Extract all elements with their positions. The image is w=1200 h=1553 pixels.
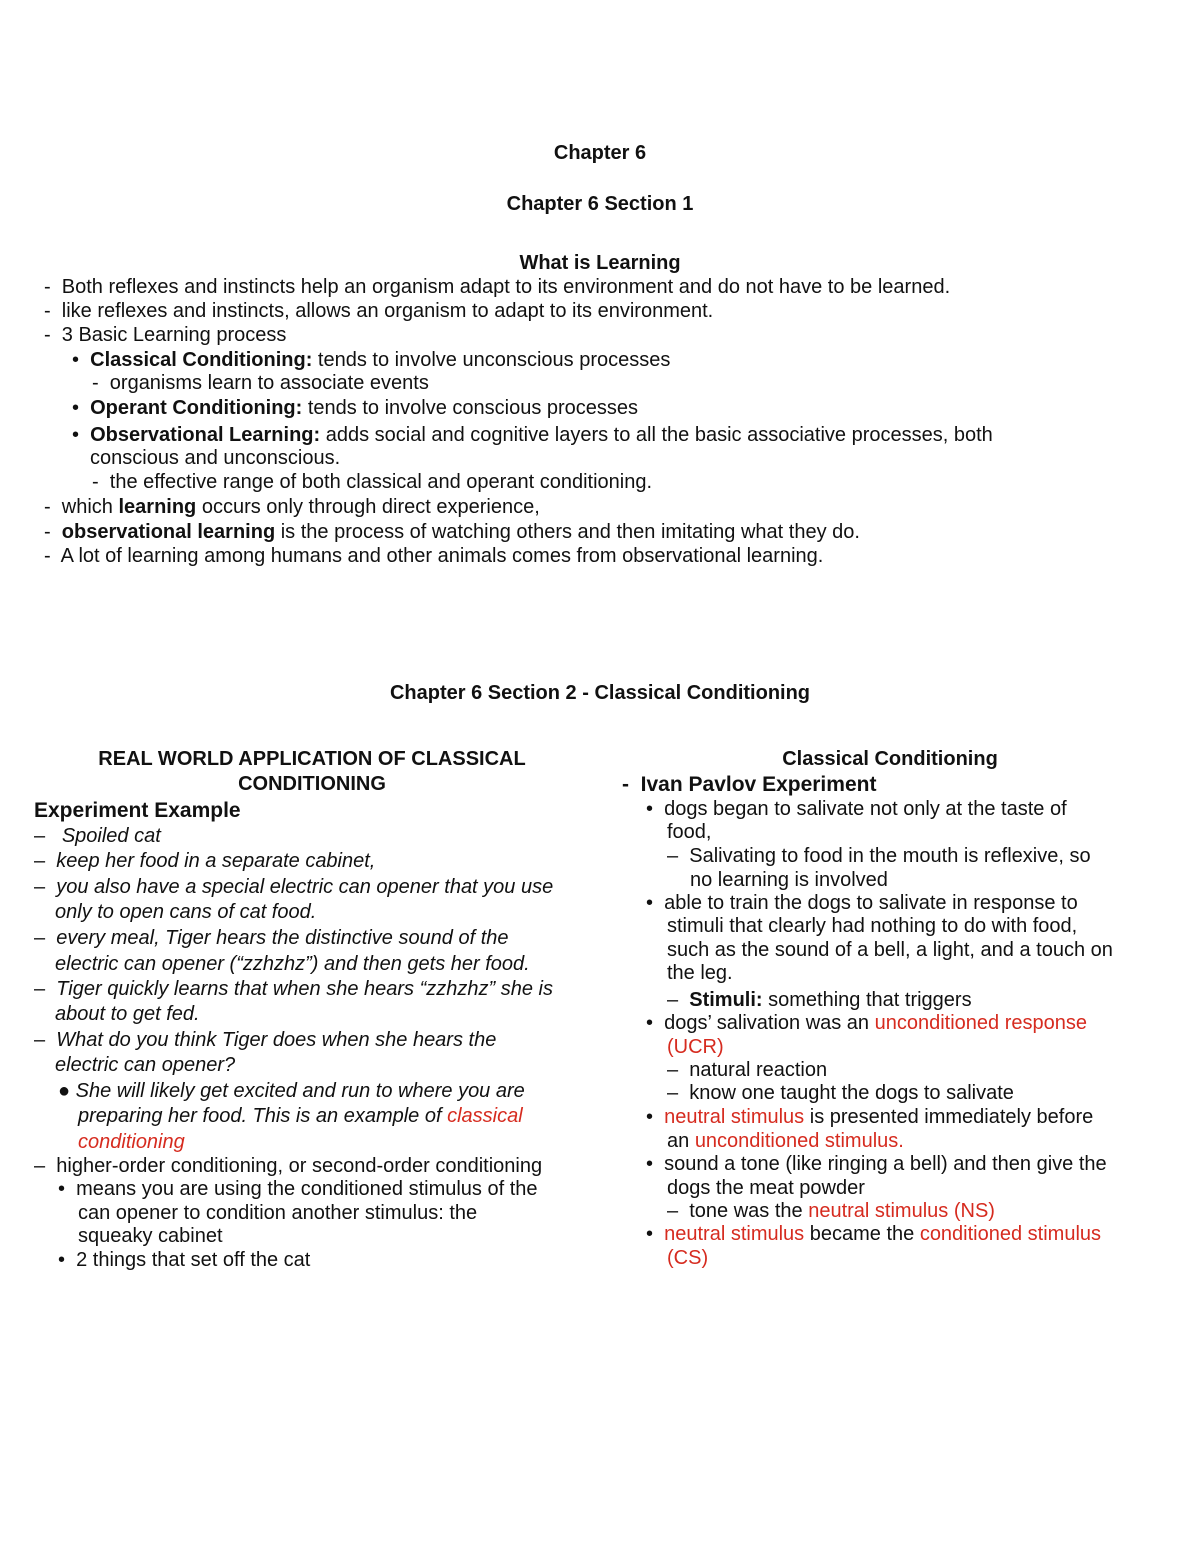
list-item-continuation: dogs the meat powder <box>667 1177 865 1199</box>
chapter-title: Chapter 6 <box>553 142 647 164</box>
list-item-continuation: an unconditioned stimulus. <box>667 1130 904 1152</box>
list-item: – Spoiled cat <box>34 825 161 847</box>
list-item-continuation: squeaky cabinet <box>78 1225 223 1247</box>
list-item: – natural reaction <box>667 1059 828 1081</box>
left-heading-line1: REAL WORLD APPLICATION OF CLASSICAL <box>98 748 526 770</box>
right-heading: Classical Conditioning <box>782 748 998 770</box>
list-item-continuation: only to open cans of cat food. <box>55 901 317 923</box>
list-item: • able to train the dogs to salivate in response to <box>646 892 1078 914</box>
list-item: – Tiger quickly learns that when she hears “zzhzhz” she is <box>34 978 553 1000</box>
list-item-continuation: (CS) <box>667 1247 709 1269</box>
list-item: • Classical Conditioning: tends to involve unconscious processes <box>72 349 671 371</box>
list-item: - Both reflexes and instincts help an organism adapt to its environment and do not have to be learned. <box>44 276 951 298</box>
list-item: – you also have a special electric can opener that you use <box>34 876 554 898</box>
list-item: • dogs’ salivation was an unconditioned response <box>646 1012 1088 1034</box>
list-item: – What do you think Tiger does when she hears the <box>34 1029 497 1051</box>
list-item: - 3 Basic Learning process <box>44 324 287 346</box>
list-item: – Salivating to food in the mouth is reflexive, so <box>667 845 1091 867</box>
section2-title: Chapter 6 Section 2 - Classical Conditioning <box>389 682 811 704</box>
list-item-continuation: the leg. <box>667 962 733 984</box>
list-item-continuation: electric can opener? <box>55 1054 236 1076</box>
list-item: • means you are using the conditioned stimulus of the <box>58 1178 538 1200</box>
list-item: • Operant Conditioning: tends to involve conscious processes <box>72 397 639 419</box>
list-item: - which learning occurs only through direct experience, <box>44 496 540 518</box>
list-item-continuation: electric can opener (“zzhzhz”) and then gets her food. <box>55 953 530 975</box>
list-item: – higher-order conditioning, or second-order conditioning <box>34 1155 543 1177</box>
list-item: - organisms learn to associate events <box>92 372 429 394</box>
list-item: - the effective range of both classical and operant conditioning. <box>92 471 652 493</box>
list-item-continuation: preparing her food. This is an example of classical <box>78 1105 523 1127</box>
experiment-example-heading: Experiment Example <box>34 799 241 822</box>
list-item-continuation: food, <box>667 821 712 843</box>
list-item: – keep her food in a separate cabinet, <box>34 850 376 872</box>
list-item-continuation: can opener to condition another stimulus: the <box>78 1202 478 1224</box>
list-item: – tone was the neutral stimulus (NS) <box>667 1200 995 1222</box>
list-item: - A lot of learning among humans and other animals comes from observational learning. <box>44 545 824 567</box>
list-item: • sound a tone (like ringing a bell) and then give the <box>646 1153 1107 1175</box>
list-item: – Stimuli: something that triggers <box>667 989 972 1011</box>
list-item-continuation: about to get fed. <box>55 1003 200 1025</box>
what-is-learning-heading: What is Learning <box>519 252 681 274</box>
list-item: • 2 things that set off the cat <box>58 1249 311 1271</box>
list-item-continuation: conscious and unconscious. <box>90 447 341 469</box>
pavlov-heading: - Ivan Pavlov Experiment <box>622 773 877 796</box>
list-item-continuation: stimuli that clearly had nothing to do with food, <box>667 915 1078 937</box>
list-item: • neutral stimulus became the conditioned stimulus <box>646 1223 1102 1245</box>
list-item: ● She will likely get excited and run to where you are <box>58 1080 525 1102</box>
list-item-continuation: (UCR) <box>667 1036 724 1058</box>
section1-title: Chapter 6 Section 1 <box>506 193 694 215</box>
list-item: • Observational Learning: adds social and cognitive layers to all the basic associative processes, both <box>72 424 993 446</box>
list-item: • neutral stimulus is presented immediately before <box>646 1106 1094 1128</box>
list-item: • dogs began to salivate not only at the taste of <box>646 798 1067 820</box>
list-item-continuation: no learning is involved <box>690 869 888 891</box>
left-heading-line2: CONDITIONING <box>238 773 386 795</box>
list-item: - like reflexes and instincts, allows an organism to adapt to its environment. <box>44 300 714 322</box>
list-item: - observational learning is the process of watching others and then imitating what they do. <box>44 521 860 543</box>
list-item-continuation: such as the sound of a bell, a light, and a touch on <box>667 939 1113 961</box>
list-item: – every meal, Tiger hears the distinctive sound of the <box>34 927 509 949</box>
list-item: – know one taught the dogs to salivate <box>667 1082 1014 1104</box>
list-item-continuation: conditioning <box>78 1131 185 1153</box>
